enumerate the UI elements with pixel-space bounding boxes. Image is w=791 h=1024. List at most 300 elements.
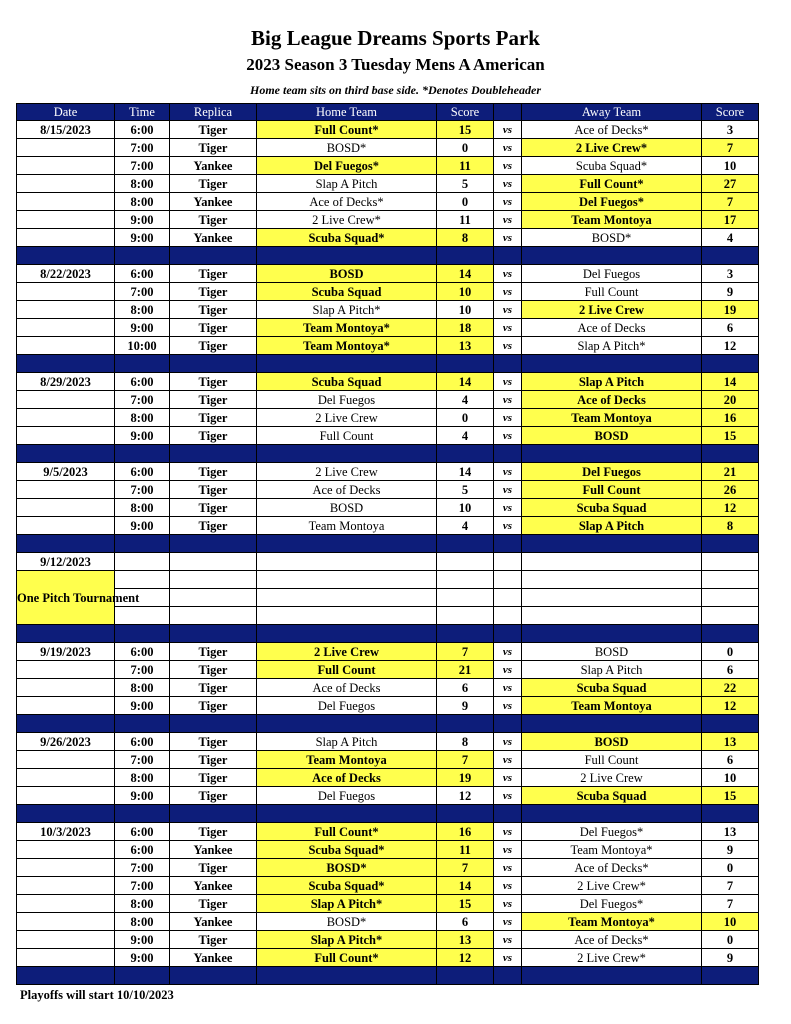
away-score: 21 <box>702 463 759 481</box>
game-row <box>17 643 759 661</box>
separator-cell <box>702 625 759 643</box>
separator-cell <box>522 805 702 823</box>
away-score: 6 <box>702 661 759 679</box>
empty-cell <box>170 607 257 625</box>
game-time: 10:00 <box>115 337 170 355</box>
game-date <box>17 931 115 949</box>
game-field: Tiger <box>170 517 257 535</box>
vs-label: vs <box>494 283 522 301</box>
game-row <box>17 337 759 355</box>
game-date <box>17 949 115 967</box>
away-score: 10 <box>702 157 759 175</box>
home-score: 10 <box>437 283 494 301</box>
separator-cell <box>494 805 522 823</box>
game-time: 7:00 <box>115 661 170 679</box>
home-score: 4 <box>437 391 494 409</box>
home-team: Scuba Squad* <box>257 229 437 247</box>
page-title: Big League Dreams Sports Park <box>251 26 540 50</box>
away-score: 9 <box>702 841 759 859</box>
separator-cell <box>702 445 759 463</box>
game-time: 6:00 <box>115 265 170 283</box>
week-separator <box>17 355 759 373</box>
away-score: 26 <box>702 481 759 499</box>
game-field: Tiger <box>170 319 257 337</box>
game-time: 6:00 <box>115 823 170 841</box>
game-date <box>17 481 115 499</box>
game-row <box>17 319 759 337</box>
away-score: 9 <box>702 949 759 967</box>
away-team: BOSD <box>522 427 702 445</box>
tournament-row <box>17 571 759 589</box>
home-team: Scuba Squad <box>257 373 437 391</box>
separator-cell <box>17 535 115 553</box>
away-team: Team Montoya* <box>522 841 702 859</box>
home-team: Ace of Decks* <box>257 193 437 211</box>
away-score: 14 <box>702 373 759 391</box>
game-field: Tiger <box>170 427 257 445</box>
separator-cell <box>702 247 759 265</box>
game-time: 6:00 <box>115 841 170 859</box>
game-time: 8:00 <box>115 175 170 193</box>
home-score: 14 <box>437 463 494 481</box>
away-team: Scuba Squad <box>522 787 702 805</box>
game-time: 8:00 <box>115 895 170 913</box>
game-date <box>17 193 115 211</box>
separator-cell <box>702 967 759 985</box>
vs-label: vs <box>494 319 522 337</box>
vs-label: vs <box>494 121 522 139</box>
away-team: Del Fuegos* <box>522 823 702 841</box>
separator-cell <box>257 805 437 823</box>
game-row <box>17 931 759 949</box>
game-date <box>17 877 115 895</box>
game-date <box>17 841 115 859</box>
away-score: 15 <box>702 427 759 445</box>
game-row <box>17 697 759 715</box>
separator-cell <box>170 247 257 265</box>
home-team: Del Fuegos <box>257 391 437 409</box>
empty-row <box>17 607 759 625</box>
away-team: Full Count <box>522 481 702 499</box>
vs-label: vs <box>494 229 522 247</box>
away-team: Slap A Pitch <box>522 373 702 391</box>
game-date <box>17 409 115 427</box>
game-date: 9/12/2023 <box>17 553 115 571</box>
away-score: 13 <box>702 733 759 751</box>
game-row <box>17 409 759 427</box>
game-time: 9:00 <box>115 319 170 337</box>
schedule-table <box>16 103 759 985</box>
home-score: 7 <box>437 643 494 661</box>
game-date <box>17 751 115 769</box>
schedule-body <box>17 121 759 985</box>
empty-cell <box>494 607 522 625</box>
away-team: BOSD <box>522 643 702 661</box>
home-team: Scuba Squad* <box>257 841 437 859</box>
away-score: 17 <box>702 211 759 229</box>
separator-cell <box>170 805 257 823</box>
game-row <box>17 283 759 301</box>
separator-cell <box>170 625 257 643</box>
game-row <box>17 661 759 679</box>
vs-label: vs <box>494 427 522 445</box>
game-date: 9/26/2023 <box>17 733 115 751</box>
home-score: 14 <box>437 877 494 895</box>
game-date <box>17 283 115 301</box>
empty-cell <box>437 607 494 625</box>
away-team: Ace of Decks* <box>522 931 702 949</box>
home-team: Team Montoya* <box>257 337 437 355</box>
game-row <box>17 517 759 535</box>
vs-label: vs <box>494 175 522 193</box>
column-header-home-team: Home Team <box>257 104 437 121</box>
game-field: Tiger <box>170 769 257 787</box>
separator-cell <box>17 715 115 733</box>
separator-cell <box>522 625 702 643</box>
home-team: Scuba Squad* <box>257 877 437 895</box>
separator-cell <box>17 445 115 463</box>
game-date <box>17 913 115 931</box>
game-date <box>17 661 115 679</box>
home-team: Del Fuegos <box>257 697 437 715</box>
game-row <box>17 733 759 751</box>
home-score: 0 <box>437 139 494 157</box>
separator-cell <box>702 715 759 733</box>
vs-label: vs <box>494 697 522 715</box>
empty-cell <box>257 553 437 571</box>
vs-label: vs <box>494 949 522 967</box>
game-row <box>17 481 759 499</box>
game-date <box>17 679 115 697</box>
home-score: 0 <box>437 193 494 211</box>
away-score: 10 <box>702 769 759 787</box>
away-score: 20 <box>702 391 759 409</box>
game-field: Tiger <box>170 283 257 301</box>
separator-cell <box>494 445 522 463</box>
home-score: 10 <box>437 499 494 517</box>
game-field: Tiger <box>170 139 257 157</box>
game-row <box>17 265 759 283</box>
separator-cell <box>257 967 437 985</box>
schedule-note: Home team sits on third base side. *Denotes Doubleheader <box>250 83 541 97</box>
away-team: 2 Live Crew* <box>522 949 702 967</box>
game-date <box>17 499 115 517</box>
separator-cell <box>115 247 170 265</box>
separator-cell <box>115 535 170 553</box>
separator-cell <box>257 535 437 553</box>
column-header-time: Time <box>115 104 170 121</box>
separator-cell <box>522 247 702 265</box>
game-field: Tiger <box>170 211 257 229</box>
away-score: 3 <box>702 121 759 139</box>
separator-cell <box>494 355 522 373</box>
separator-cell <box>257 625 437 643</box>
tournament-label: One Pitch Tournament <box>17 571 115 625</box>
game-field: Yankee <box>170 193 257 211</box>
away-score: 3 <box>702 265 759 283</box>
game-row <box>17 463 759 481</box>
away-team: 2 Live Crew* <box>522 877 702 895</box>
empty-cell <box>494 553 522 571</box>
separator-cell <box>437 625 494 643</box>
separator-cell <box>522 355 702 373</box>
home-team: Team Montoya <box>257 751 437 769</box>
empty-cell <box>522 571 702 589</box>
separator-cell <box>257 445 437 463</box>
away-team: Slap A Pitch <box>522 661 702 679</box>
playoffs-footer: Playoffs will start 10/10/2023 <box>20 988 174 1002</box>
separator-cell <box>17 967 115 985</box>
game-row <box>17 787 759 805</box>
home-team: Full Count <box>257 427 437 445</box>
away-team: Scuba Squad* <box>522 157 702 175</box>
game-time: 9:00 <box>115 211 170 229</box>
game-row <box>17 211 759 229</box>
vs-label: vs <box>494 373 522 391</box>
home-score: 4 <box>437 517 494 535</box>
separator-cell <box>437 715 494 733</box>
game-row <box>17 823 759 841</box>
away-team: Scuba Squad <box>522 679 702 697</box>
separator-cell <box>437 247 494 265</box>
game-field: Tiger <box>170 859 257 877</box>
away-team: 2 Live Crew* <box>522 139 702 157</box>
home-team: BOSD <box>257 265 437 283</box>
away-team: Slap A Pitch* <box>522 337 702 355</box>
game-row <box>17 157 759 175</box>
column-header-replica: Replica <box>170 104 257 121</box>
game-row <box>17 913 759 931</box>
away-team: Team Montoya <box>522 409 702 427</box>
game-field: Tiger <box>170 373 257 391</box>
away-score: 0 <box>702 931 759 949</box>
home-team: BOSD* <box>257 913 437 931</box>
game-field: Tiger <box>170 121 257 139</box>
empty-cell <box>115 607 170 625</box>
separator-cell <box>170 715 257 733</box>
separator-cell <box>17 247 115 265</box>
home-team: 2 Live Crew <box>257 643 437 661</box>
empty-cell <box>437 553 494 571</box>
separator-cell <box>437 535 494 553</box>
schedule-subtitle: 2023 Season 3 Tuesday Mens A American <box>246 55 545 74</box>
separator-cell <box>522 535 702 553</box>
empty-cell <box>170 571 257 589</box>
game-field: Yankee <box>170 949 257 967</box>
home-team: BOSD <box>257 499 437 517</box>
game-field: Tiger <box>170 661 257 679</box>
game-time: 8:00 <box>115 499 170 517</box>
home-team: Team Montoya <box>257 517 437 535</box>
home-team: Slap A Pitch* <box>257 895 437 913</box>
game-row <box>17 499 759 517</box>
game-time: 8:00 <box>115 913 170 931</box>
game-date <box>17 859 115 877</box>
separator-cell <box>115 715 170 733</box>
game-date: 8/15/2023 <box>17 121 115 139</box>
away-team: Ace of Decks* <box>522 859 702 877</box>
game-time: 7:00 <box>115 283 170 301</box>
empty-cell <box>702 553 759 571</box>
game-time: 6:00 <box>115 121 170 139</box>
home-team: BOSD* <box>257 139 437 157</box>
away-score: 7 <box>702 139 759 157</box>
away-score: 15 <box>702 787 759 805</box>
table-header-row <box>17 104 759 121</box>
home-score: 12 <box>437 787 494 805</box>
away-team: Ace of Decks <box>522 391 702 409</box>
game-time: 7:00 <box>115 139 170 157</box>
week-separator <box>17 805 759 823</box>
game-row <box>17 193 759 211</box>
away-score: 13 <box>702 823 759 841</box>
game-row <box>17 841 759 859</box>
home-score: 18 <box>437 319 494 337</box>
game-time: 9:00 <box>115 787 170 805</box>
away-score: 10 <box>702 913 759 931</box>
game-time: 9:00 <box>115 517 170 535</box>
separator-cell <box>170 355 257 373</box>
away-team: 2 Live Crew <box>522 769 702 787</box>
week-separator <box>17 445 759 463</box>
column-header-home-score: Score <box>437 104 494 121</box>
game-date <box>17 139 115 157</box>
away-team: Team Montoya <box>522 697 702 715</box>
home-score: 12 <box>437 949 494 967</box>
separator-cell <box>17 805 115 823</box>
away-score: 22 <box>702 679 759 697</box>
home-score: 4 <box>437 427 494 445</box>
game-field: Tiger <box>170 409 257 427</box>
away-team: Slap A Pitch <box>522 517 702 535</box>
away-score: 0 <box>702 643 759 661</box>
away-team: Full Count* <box>522 175 702 193</box>
vs-label: vs <box>494 211 522 229</box>
away-team: Full Count <box>522 283 702 301</box>
away-team: Del Fuegos* <box>522 895 702 913</box>
separator-cell <box>437 445 494 463</box>
empty-cell <box>257 607 437 625</box>
vs-label: vs <box>494 913 522 931</box>
home-team: BOSD* <box>257 859 437 877</box>
home-score: 0 <box>437 409 494 427</box>
home-team: 2 Live Crew* <box>257 211 437 229</box>
game-row <box>17 427 759 445</box>
home-team: Full Count <box>257 661 437 679</box>
empty-cell <box>257 589 437 607</box>
game-row <box>17 373 759 391</box>
empty-cell <box>702 607 759 625</box>
empty-cell <box>170 553 257 571</box>
week-separator <box>17 247 759 265</box>
vs-label: vs <box>494 409 522 427</box>
game-time: 9:00 <box>115 427 170 445</box>
game-time: 7:00 <box>115 157 170 175</box>
game-date <box>17 391 115 409</box>
away-team: Full Count <box>522 751 702 769</box>
game-row <box>17 895 759 913</box>
game-time: 6:00 <box>115 463 170 481</box>
game-time: 6:00 <box>115 373 170 391</box>
game-field: Yankee <box>170 841 257 859</box>
separator-cell <box>257 247 437 265</box>
game-time: 9:00 <box>115 949 170 967</box>
separator-cell <box>494 715 522 733</box>
game-date <box>17 427 115 445</box>
separator-cell <box>17 355 115 373</box>
separator-cell <box>170 535 257 553</box>
away-team: Ace of Decks* <box>522 121 702 139</box>
game-time: 7:00 <box>115 391 170 409</box>
game-field: Tiger <box>170 733 257 751</box>
empty-cell <box>702 589 759 607</box>
game-row <box>17 139 759 157</box>
home-team: Ace of Decks <box>257 769 437 787</box>
vs-label: vs <box>494 517 522 535</box>
game-field: Yankee <box>170 913 257 931</box>
vs-label: vs <box>494 643 522 661</box>
game-date <box>17 229 115 247</box>
game-date: 9/19/2023 <box>17 643 115 661</box>
home-score: 13 <box>437 337 494 355</box>
week-separator <box>17 625 759 643</box>
vs-label: vs <box>494 463 522 481</box>
home-score: 5 <box>437 481 494 499</box>
vs-label: vs <box>494 931 522 949</box>
game-row <box>17 175 759 193</box>
away-score: 7 <box>702 193 759 211</box>
home-score: 6 <box>437 679 494 697</box>
home-score: 8 <box>437 229 494 247</box>
game-field: Tiger <box>170 823 257 841</box>
game-row <box>17 877 759 895</box>
vs-label: vs <box>494 301 522 319</box>
game-row <box>17 859 759 877</box>
separator-cell <box>115 967 170 985</box>
vs-label: vs <box>494 193 522 211</box>
separator-cell <box>257 715 437 733</box>
vs-label: vs <box>494 877 522 895</box>
separator-cell <box>115 355 170 373</box>
home-team: Ace of Decks <box>257 679 437 697</box>
separator-cell <box>170 445 257 463</box>
away-team: Ace of Decks <box>522 319 702 337</box>
separator-cell <box>702 805 759 823</box>
away-score: 19 <box>702 301 759 319</box>
home-score: 10 <box>437 301 494 319</box>
separator-cell <box>437 967 494 985</box>
home-score: 5 <box>437 175 494 193</box>
away-score: 27 <box>702 175 759 193</box>
column-header-away-score: Score <box>702 104 759 121</box>
vs-label: vs <box>494 751 522 769</box>
away-score: 0 <box>702 859 759 877</box>
separator-cell <box>437 355 494 373</box>
separator-cell <box>437 805 494 823</box>
game-field: Yankee <box>170 157 257 175</box>
separator-cell <box>494 247 522 265</box>
game-field: Tiger <box>170 643 257 661</box>
week-separator <box>17 967 759 985</box>
empty-cell <box>522 589 702 607</box>
game-date <box>17 517 115 535</box>
vs-label: vs <box>494 265 522 283</box>
home-team: Slap A Pitch* <box>257 931 437 949</box>
vs-label: vs <box>494 679 522 697</box>
home-team: 2 Live Crew <box>257 409 437 427</box>
home-score: 7 <box>437 859 494 877</box>
home-score: 6 <box>437 913 494 931</box>
